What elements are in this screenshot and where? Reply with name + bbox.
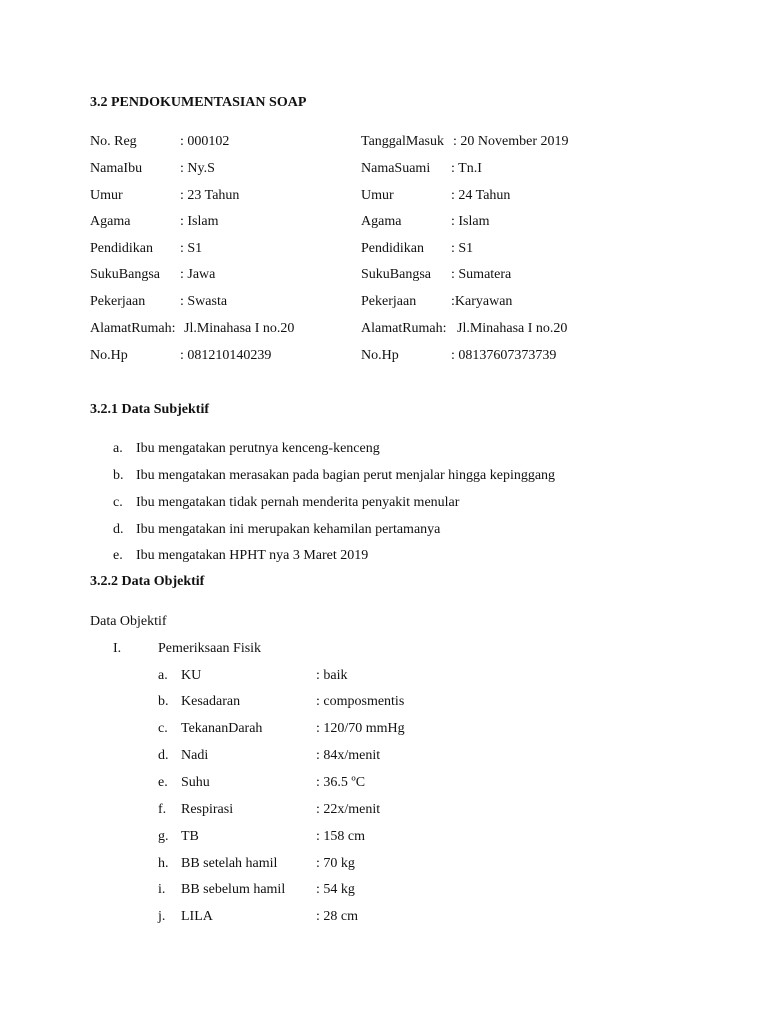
- identity-value: : 24 Tahun: [451, 188, 511, 203]
- list-item: Ibu mengatakan HPHT nya 3 Maret 2019: [136, 548, 369, 563]
- list-item: Ibu mengatakan merasakan pada bagian perut menjalar hingga kepinggang: [136, 468, 556, 483]
- identity-value: : Sumatera: [451, 267, 512, 282]
- identity-label: NamaSuami: [361, 161, 431, 176]
- exam-label: BB setelah hamil: [181, 856, 278, 871]
- exam-label: Suhu: [181, 775, 210, 790]
- exam-label: TekananDarah: [181, 721, 263, 736]
- exam-value: : 120/70 mmHg: [316, 721, 405, 736]
- list-marker: e.: [113, 548, 123, 563]
- list-marker: a.: [158, 668, 168, 683]
- identity-value: : Islam: [451, 214, 490, 229]
- exam-value: : 70 kg: [316, 856, 355, 871]
- exam-value: : 28 cm: [316, 909, 358, 924]
- exam-label: Respirasi: [181, 802, 234, 817]
- exam-value: : 22x/menit: [316, 802, 381, 817]
- list-marker: b.: [158, 694, 169, 709]
- identity-value: : 081210140239: [180, 348, 272, 363]
- exam-label: KU: [181, 668, 202, 683]
- list-item: Ibu mengatakan ini merupakan kehamilan pertamanya: [136, 522, 441, 537]
- identity-value: : Swasta: [180, 294, 228, 309]
- list-marker: e.: [158, 775, 168, 790]
- exam-value: : 158 cm: [316, 829, 365, 844]
- objektif-heading: 3.2.2 Data Objektif: [90, 574, 205, 589]
- list-marker: c.: [113, 495, 123, 510]
- identity-value: : Ny.S: [180, 161, 215, 176]
- identity-label: Umur: [90, 188, 123, 203]
- subjektif-heading: 3.2.1 Data Subjektif: [90, 402, 210, 417]
- section-heading: 3.2 PENDOKUMENTASIAN SOAP: [90, 95, 307, 110]
- identity-value: : 08137607373739: [451, 348, 557, 363]
- identity-label: Agama: [361, 214, 402, 229]
- list-marker: i.: [158, 882, 166, 897]
- identity-label: Pekerjaan: [361, 294, 417, 309]
- identity-value: : 23 Tahun: [180, 188, 240, 203]
- list-marker: d.: [158, 748, 169, 763]
- exam-value: : 36.5 ºC: [316, 775, 366, 790]
- identity-label: No.Hp: [90, 348, 128, 363]
- list-marker: g.: [158, 829, 169, 844]
- identity-value: : 20 November 2019: [453, 134, 569, 149]
- identity-label: Agama: [90, 214, 131, 229]
- identity-value: Jl.Minahasa I no.20: [184, 321, 295, 336]
- list-marker: h.: [158, 856, 169, 871]
- exam-value: : baik: [316, 668, 348, 683]
- list-marker: d.: [113, 522, 124, 537]
- exam-value: : composmentis: [316, 694, 405, 709]
- identity-label: No. Reg: [90, 134, 137, 149]
- section-title: Pemeriksaan Fisik: [158, 641, 262, 656]
- identity-label: NamaIbu: [90, 161, 143, 176]
- list-marker: b.: [113, 468, 124, 483]
- identity-label: AlamatRumah:: [90, 321, 176, 336]
- list-marker: a.: [113, 441, 123, 456]
- identity-label: No.Hp: [361, 348, 399, 363]
- identity-label: Pendidikan: [361, 241, 424, 256]
- exam-label: Kesadaran: [181, 694, 241, 709]
- identity-value: : S1: [451, 241, 474, 256]
- identity-label: SukuBangsa: [90, 267, 160, 282]
- identity-label: Pendidikan: [90, 241, 153, 256]
- list-marker: f.: [158, 802, 167, 817]
- identity-value: : 000102: [180, 134, 230, 149]
- identity-value: Jl.Minahasa I no.20: [457, 321, 568, 336]
- objektif-intro: Data Objektif: [90, 614, 167, 629]
- identity-label: Pekerjaan: [90, 294, 146, 309]
- identity-value: : Islam: [180, 214, 219, 229]
- exam-value: : 54 kg: [316, 882, 355, 897]
- identity-label: AlamatRumah:: [361, 321, 447, 336]
- list-item: Ibu mengatakan tidak pernah menderita penyakit menular: [136, 495, 460, 510]
- exam-label: BB sebelum hamil: [181, 882, 286, 897]
- exam-label: LILA: [181, 909, 213, 924]
- identity-value: : Tn.I: [451, 161, 482, 176]
- list-marker: j.: [158, 909, 166, 924]
- exam-value: : 84x/menit: [316, 748, 381, 763]
- exam-label: TB: [181, 829, 199, 844]
- identity-value: : S1: [180, 241, 203, 256]
- identity-value: :Karyawan: [451, 294, 513, 309]
- identity-label: TanggalMasuk: [361, 134, 445, 149]
- identity-value: : Jawa: [180, 267, 216, 282]
- identity-label: SukuBangsa: [361, 267, 431, 282]
- identity-label: Umur: [361, 188, 394, 203]
- list-marker: c.: [158, 721, 168, 736]
- section-marker: I.: [113, 641, 122, 656]
- list-item: Ibu mengatakan perutnya kenceng-kenceng: [136, 441, 380, 456]
- exam-label: Nadi: [181, 748, 209, 763]
